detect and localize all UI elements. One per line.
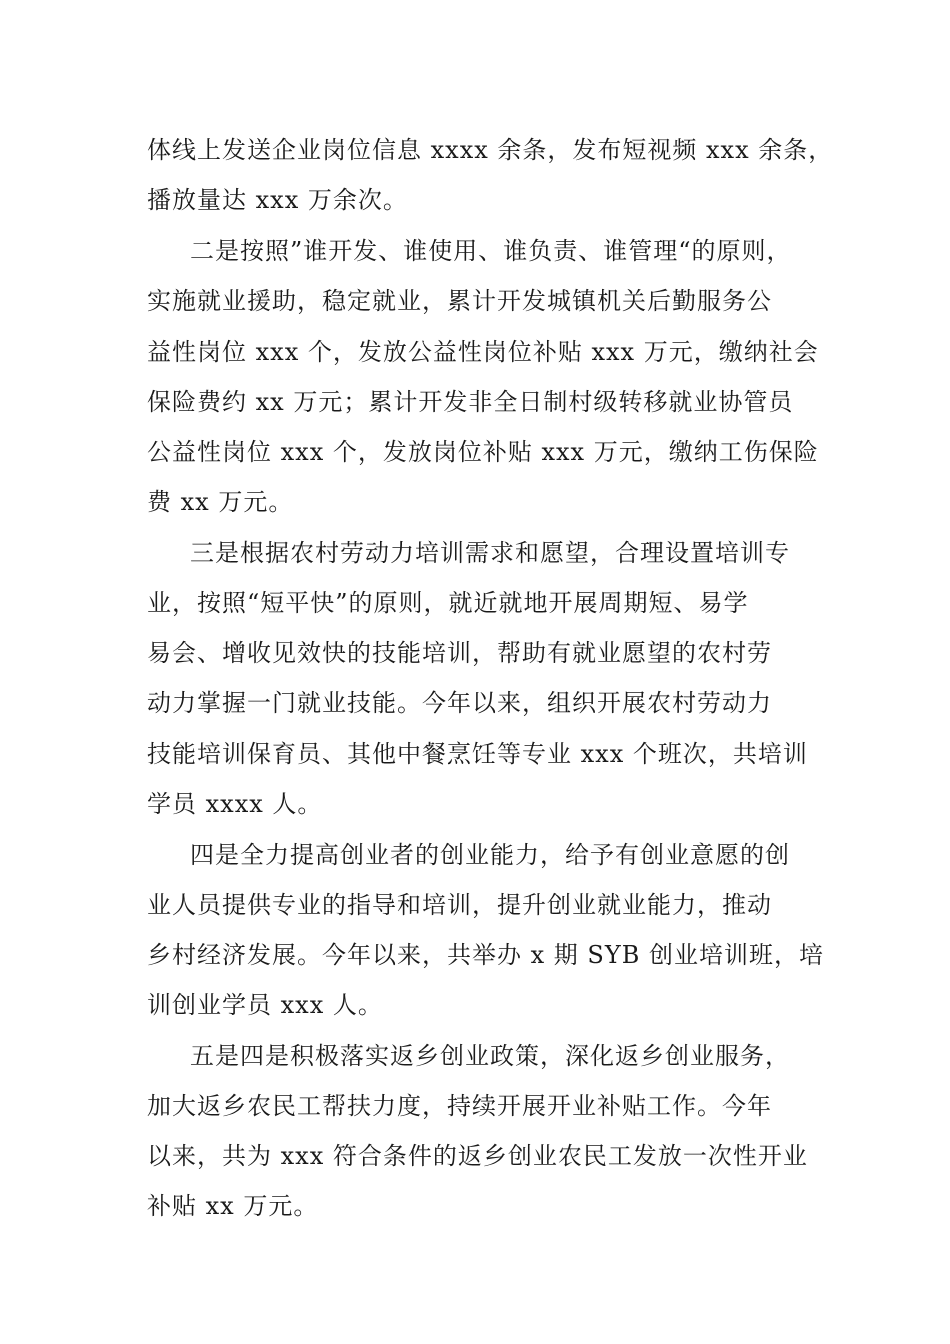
body-text-line: 以来，共为 xxx 符合条件的返乡创业农民工发放一次性开业 bbox=[147, 1142, 808, 1170]
body-text-line: 体线上发送企业岗位信息 xxxx 余条，发布短视频 xxx 余条， bbox=[147, 136, 834, 164]
body-text-line: 学员 xxxx 人。 bbox=[147, 790, 323, 818]
body-text-line: 动力掌握一门就业技能。今年以来，组织开展农村劳动力 bbox=[147, 689, 772, 717]
body-text-line: 补贴 xx 万元。 bbox=[147, 1192, 319, 1220]
paragraph-2-first-line: 二是按照”谁开发、谁使用、谁负责、谁管理“的原则， bbox=[190, 237, 792, 265]
body-text-line: 保险费约 xx 万元；累计开发非全日制村级转移就业协管员 bbox=[147, 388, 794, 416]
body-text-line: 益性岗位 xxx 个，发放公益性岗位补贴 xxx 万元，缴纳社会 bbox=[147, 338, 819, 366]
body-text-line: 加大返乡农民工帮扶力度，持续开展开业补贴工作。今年 bbox=[147, 1092, 772, 1120]
body-text-line: 公益性岗位 xxx 个，发放岗位补贴 xxx 万元，缴纳工伤保险 bbox=[147, 438, 819, 466]
body-text-line: 训创业学员 xxx 人。 bbox=[147, 991, 383, 1019]
body-text-line: 乡村经济发展。今年以来，共举办 x 期 SYB 创业培训班，培 bbox=[147, 941, 824, 969]
body-text-line: 业人员提供专业的指导和培训，提升创业就业能力，推动 bbox=[147, 891, 772, 919]
body-text-line: 业，按照“短平快”的原则，就近就地开展周期短、易学 bbox=[147, 589, 749, 617]
paragraph-3-first-line: 三是根据农村劳动力培训需求和愿望，合理设置培训专 bbox=[190, 539, 790, 567]
body-text-line: 实施就业援助，稳定就业，累计开发城镇机关后勤服务公 bbox=[147, 287, 772, 315]
body-text-line: 播放量达 xxx 万余次。 bbox=[147, 186, 408, 214]
body-text-line: 技能培训保育员、其他中餐烹饪等专业 xxx 个班次，共培训 bbox=[147, 740, 808, 768]
paragraph-4-first-line: 四是全力提高创业者的创业能力，给予有创业意愿的创 bbox=[190, 841, 790, 869]
paragraph-5-first-line: 五是四是积极落实返乡创业政策，深化返乡创业服务， bbox=[190, 1042, 790, 1070]
body-text-line: 易会、增收见效快的技能培训，帮助有就业愿望的农村劳 bbox=[147, 639, 772, 667]
body-text-line: 费 xx 万元。 bbox=[147, 488, 294, 516]
